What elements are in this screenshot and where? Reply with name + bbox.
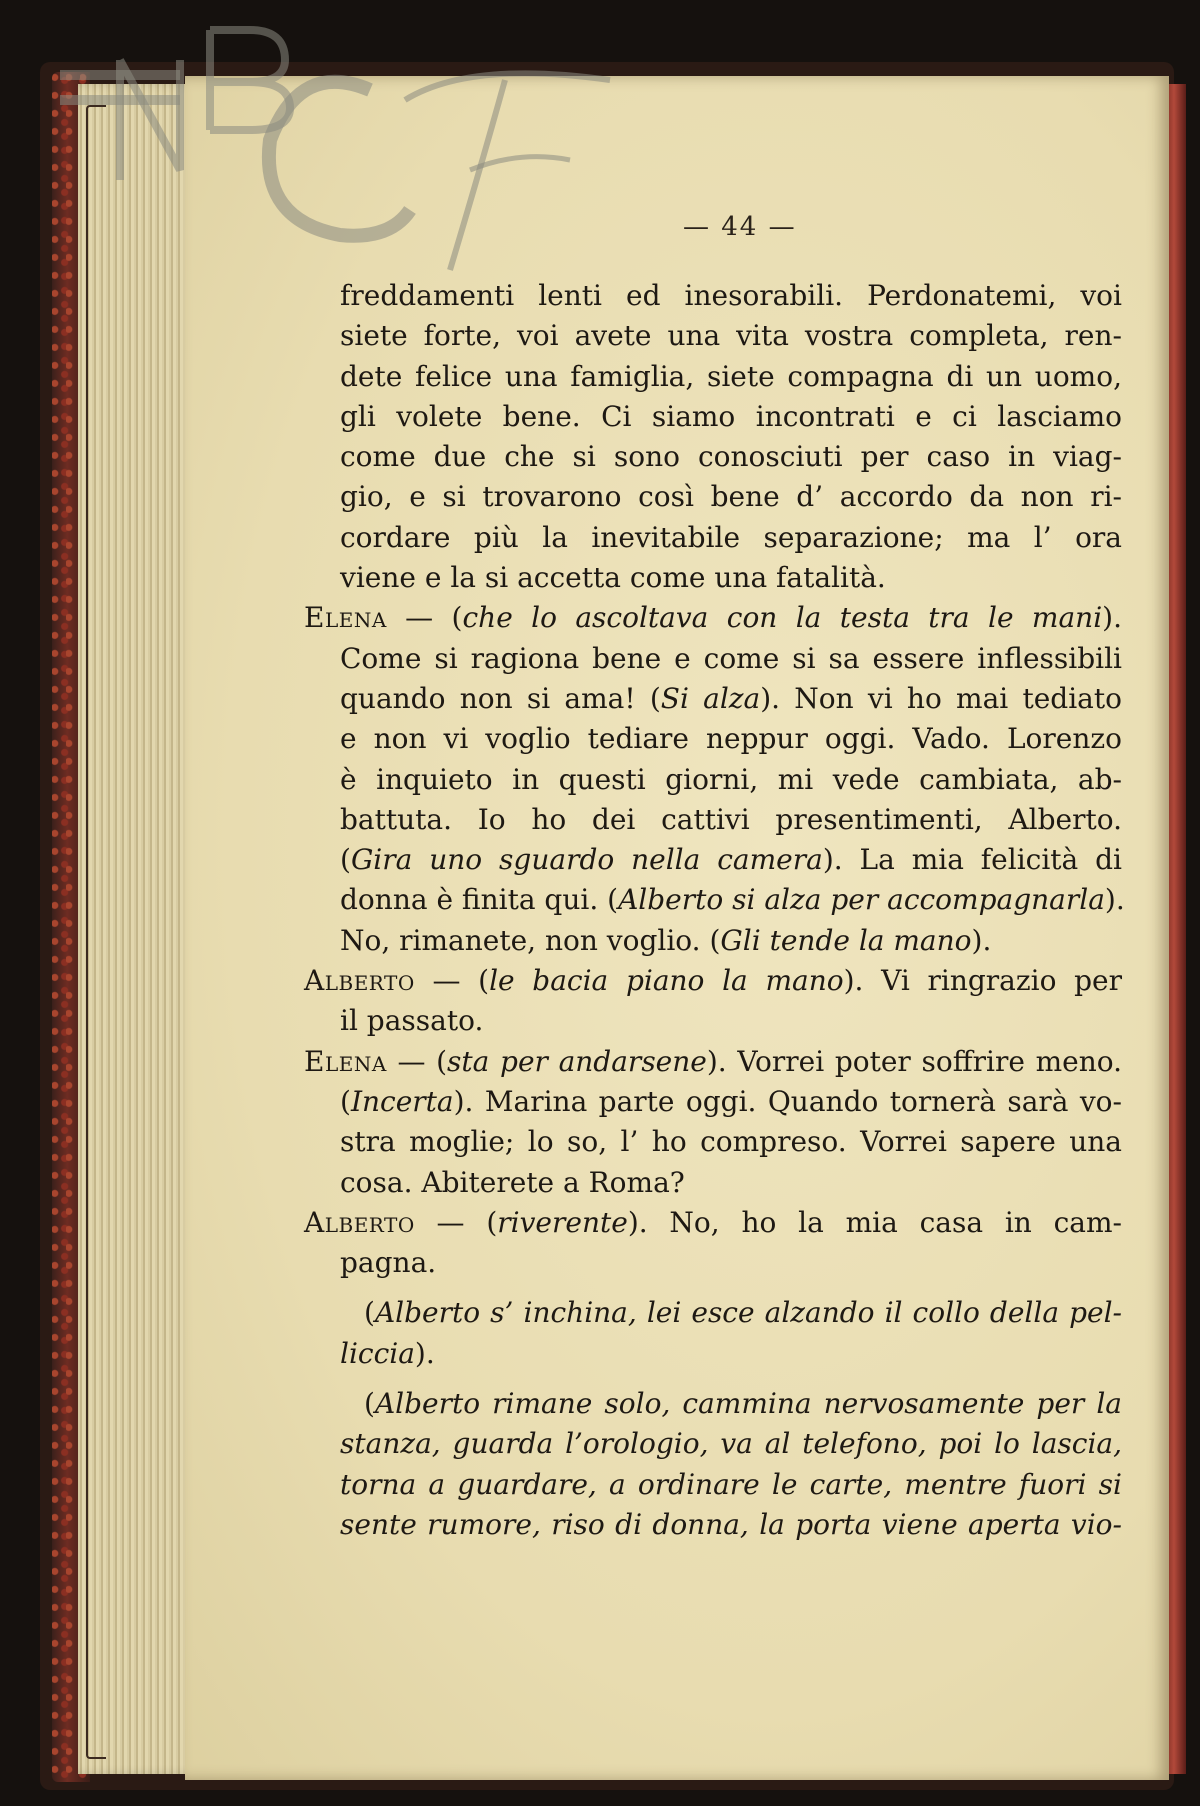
line-text: e non vi voglio tediare neppur oggi. Vado. Lorenzo — [340, 722, 1122, 756]
stage-direction: torna a guardare, a ordinare le carte, mentre fuori si — [340, 1467, 1122, 1501]
line-text: gli volete bene. Ci siamo incontrati e ci lasciamo — [340, 399, 1122, 433]
line-text: ( — [340, 1084, 351, 1118]
stage-direction: Alberto si alza per accompagnarla — [618, 883, 1105, 917]
line-text: ( — [340, 843, 351, 877]
stage-direction: Gli tende la mano — [720, 923, 972, 957]
line-text: cordare più la inevitabile separazione; ma l’ ora — [340, 520, 1122, 554]
line-text: — ( — [386, 1044, 448, 1078]
paragraph-gap — [340, 1374, 1122, 1384]
page-edge-rule — [86, 105, 106, 1759]
line-text: viene e la si accetta come una fatalità. — [340, 561, 886, 595]
stage-direction: le bacia piano la mano — [489, 964, 844, 998]
text-line — [340, 679, 1122, 719]
stage-direction: Si alza — [660, 681, 761, 715]
text-line — [340, 1465, 1122, 1505]
text-line — [340, 760, 1122, 800]
stage-direction: stanza, guarda l’orologio, va al telefono, poi lo lascia, — [340, 1427, 1122, 1461]
stage-direction: che lo ascoltava con la testa tra le mani — [462, 601, 1103, 635]
speaker-line — [304, 961, 1122, 1001]
line-text: cosa. Abiterete a Roma? — [340, 1165, 685, 1199]
text-line — [340, 477, 1122, 517]
stage-direction: riverente — [497, 1205, 628, 1239]
line-text: — ( — [414, 1205, 498, 1239]
text-line — [340, 316, 1122, 356]
line-text: ( — [364, 1296, 375, 1330]
line-text: stra moglie; lo so, l’ ho compreso. Vorrei sapere una — [340, 1125, 1122, 1159]
text-line — [340, 639, 1122, 679]
line-text: ). — [1104, 883, 1125, 917]
line-text: dete felice una famiglia, siete compagna di un uomo, — [340, 359, 1122, 393]
line-text: gio, e si trovarono così bene d’ accordo da non ri- — [340, 480, 1122, 514]
line-text: ). No, ho la mia casa in cam- — [627, 1205, 1122, 1239]
stage-direction: Alberto s’ inchina, lei esce alzando il collo della pel- — [374, 1296, 1122, 1330]
text-line — [340, 1082, 1122, 1122]
line-text: freddamenti lenti ed inesorabili. Perdonatemi, voi — [340, 279, 1122, 312]
line-text: siete forte, voi avete una vita vostra completa, ren- — [340, 319, 1122, 353]
line-text: il passato. — [340, 1004, 484, 1038]
text-line — [340, 397, 1122, 437]
stage-direction: liccia — [340, 1336, 415, 1370]
text-line — [340, 840, 1122, 880]
speaker-line — [304, 1042, 1122, 1082]
line-text: No, rimanete, non voglio. ( — [340, 923, 721, 957]
line-text: ). Vorrei poter soffrire meno. — [706, 1044, 1122, 1078]
page-number: — 44 — — [683, 212, 797, 242]
line-text: — ( — [386, 601, 463, 635]
speaker-line — [304, 1203, 1122, 1243]
text-line — [340, 276, 1122, 316]
text-line — [340, 1505, 1122, 1545]
text-line — [340, 518, 1122, 558]
page-text — [304, 276, 1125, 1545]
speaker-name: Alberto — [304, 964, 415, 998]
stage-direction: Alberto rimane solo, cammina nervosamente per la — [374, 1387, 1122, 1421]
text-line — [340, 719, 1122, 759]
text-line — [340, 1243, 1122, 1283]
text-line — [340, 1001, 1122, 1041]
line-text: ). — [414, 1336, 435, 1370]
text-line — [340, 921, 1122, 961]
text-line — [340, 357, 1122, 397]
stage-direction: Incerta — [350, 1084, 454, 1118]
line-text: pagna. — [340, 1246, 437, 1280]
speaker-name: Elena — [304, 601, 387, 635]
stage-direction: sente rumore, riso di donna, la porta viene aperta vio- — [340, 1507, 1122, 1541]
line-text: ). Vi ringrazio per — [843, 964, 1123, 998]
text-line — [364, 1293, 1122, 1333]
line-text: ). — [1102, 601, 1122, 635]
speaker-name: Elena — [304, 1044, 387, 1078]
text-line — [364, 1384, 1122, 1424]
line-text: ). La mia felicità di — [822, 843, 1122, 877]
line-text: Come si ragiona bene e come si sa essere inflessibili — [340, 641, 1122, 675]
line-text: — ( — [414, 964, 490, 998]
speaker-name: Alberto — [304, 1205, 415, 1239]
paragraph-gap — [340, 1283, 1122, 1293]
line-text: come due che si sono conosciuti per caso in viag- — [340, 440, 1122, 474]
text-line — [340, 1163, 1122, 1203]
line-text: donna è finita qui. ( — [340, 883, 619, 917]
line-text: è inquieto in questi giorni, mi vede cambiata, ab- — [340, 762, 1122, 796]
text-line — [340, 800, 1122, 840]
line-text: ). — [971, 923, 992, 957]
text-line — [340, 880, 1125, 920]
line-text: ( — [364, 1387, 375, 1421]
text-line — [340, 1122, 1122, 1162]
speaker-line — [304, 598, 1122, 638]
text-line — [340, 437, 1122, 477]
text-line — [340, 1334, 1122, 1374]
text-line — [340, 558, 1122, 598]
line-text: battuta. Io ho dei cattivi presentimenti, Alberto. — [340, 802, 1122, 836]
line-text: ). Marina parte oggi. Quando tornerà sarà vo- — [453, 1084, 1122, 1118]
stage-direction: Gira uno sguardo nella camera — [350, 843, 823, 877]
line-text: ). Non vi ho mai tediato — [760, 681, 1122, 715]
text-line — [340, 1424, 1122, 1464]
line-text: quando non si ama! ( — [340, 681, 661, 715]
stage-direction: sta per andarsene — [447, 1044, 707, 1078]
